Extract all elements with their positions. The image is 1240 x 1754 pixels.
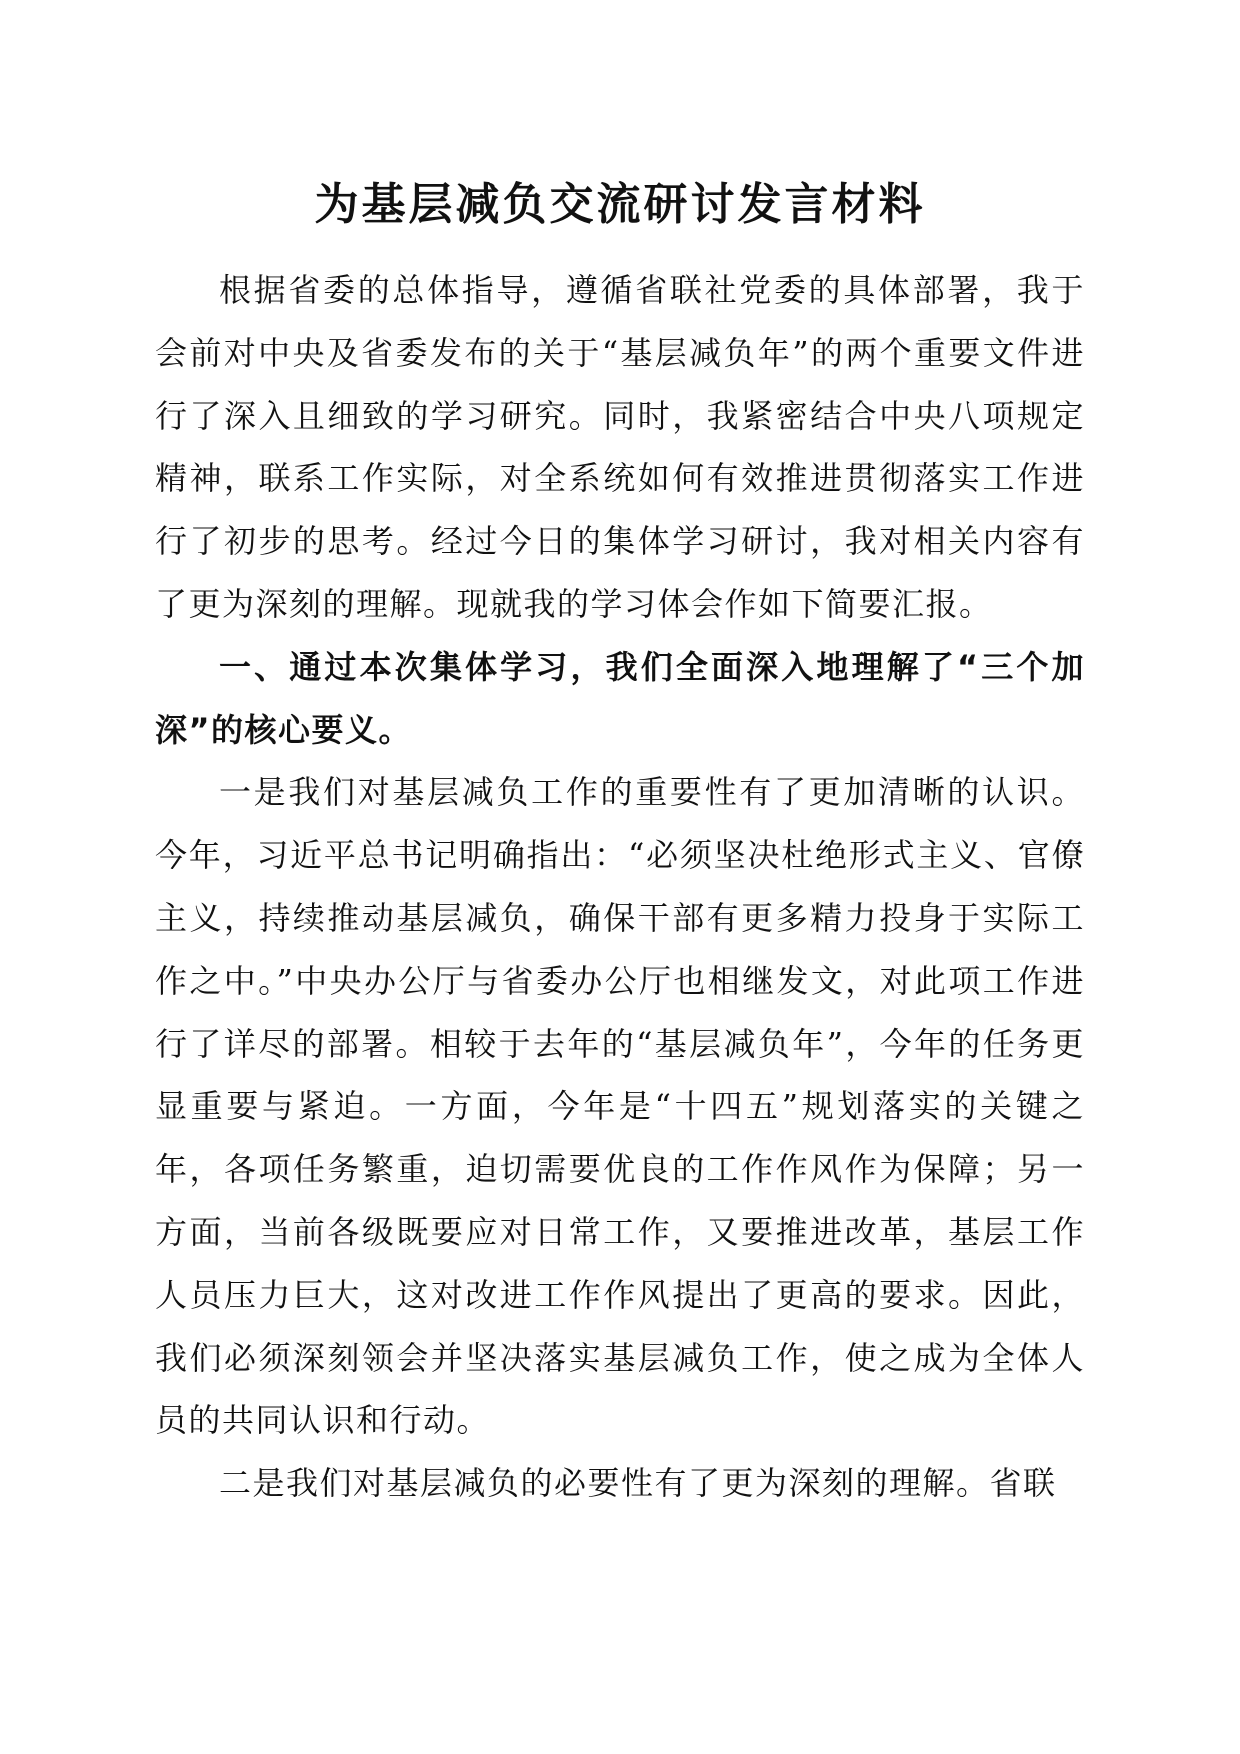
section-heading-one: 一、通过本次集体学习，我们全面深入地理解了“三个加深”的核心要义。 (155, 647, 1085, 749)
intro-paragraph: 根据省委的总体指导，遵循省联社党委的具体部署，我于会前对中央及省委发布的关于“基层减负年”的两个重要文件进行了深入且细致的学习研究。同时，我紧密结合中央八项规定精神，联系工作实际，对全系统如何有效推进贯彻落实工作进行了初步的思考。经过今日的集体学习研讨，我对相关内容有了更为深刻的理解。现就我的学习体会作如下简要汇报。 (155, 271, 1085, 623)
document-title: 为基层减负交流研讨发言材料 (314, 179, 926, 230)
document-page (155, 175, 1085, 1515)
body-paragraph-first-point: 一是我们对基层减负工作的重要性有了更加清晰的认识。今年，习近平总书记明确指出：“必须坚决杜绝形式主义、官僚主义，持续推动基层减负，确保干部有更多精力投身于实际工作之中。”中央办公厅与省委办公厅也相继发文，对此项工作进行了详尽的部署。相较于去年的“基层减负年”，今年的任务更显重要与紧迫。一方面，今年是“十四五”规划落实的关键之年，各项任务繁重，迫切需要优良的工作作风作为保障；另一方面，当前各级既要应对日常工作，又要推进改革，基层工作人员压力巨大，这对改进工作作风提出了更高的要求。因此，我们必须深刻领会并坚决落实基层减负工作，使之成为全体人员的共同认识和行动。 (155, 773, 1085, 1440)
body-paragraph-second-point: 二是我们对基层减负的必要性有了更为深刻的理解。省联 (219, 1464, 1057, 1503)
